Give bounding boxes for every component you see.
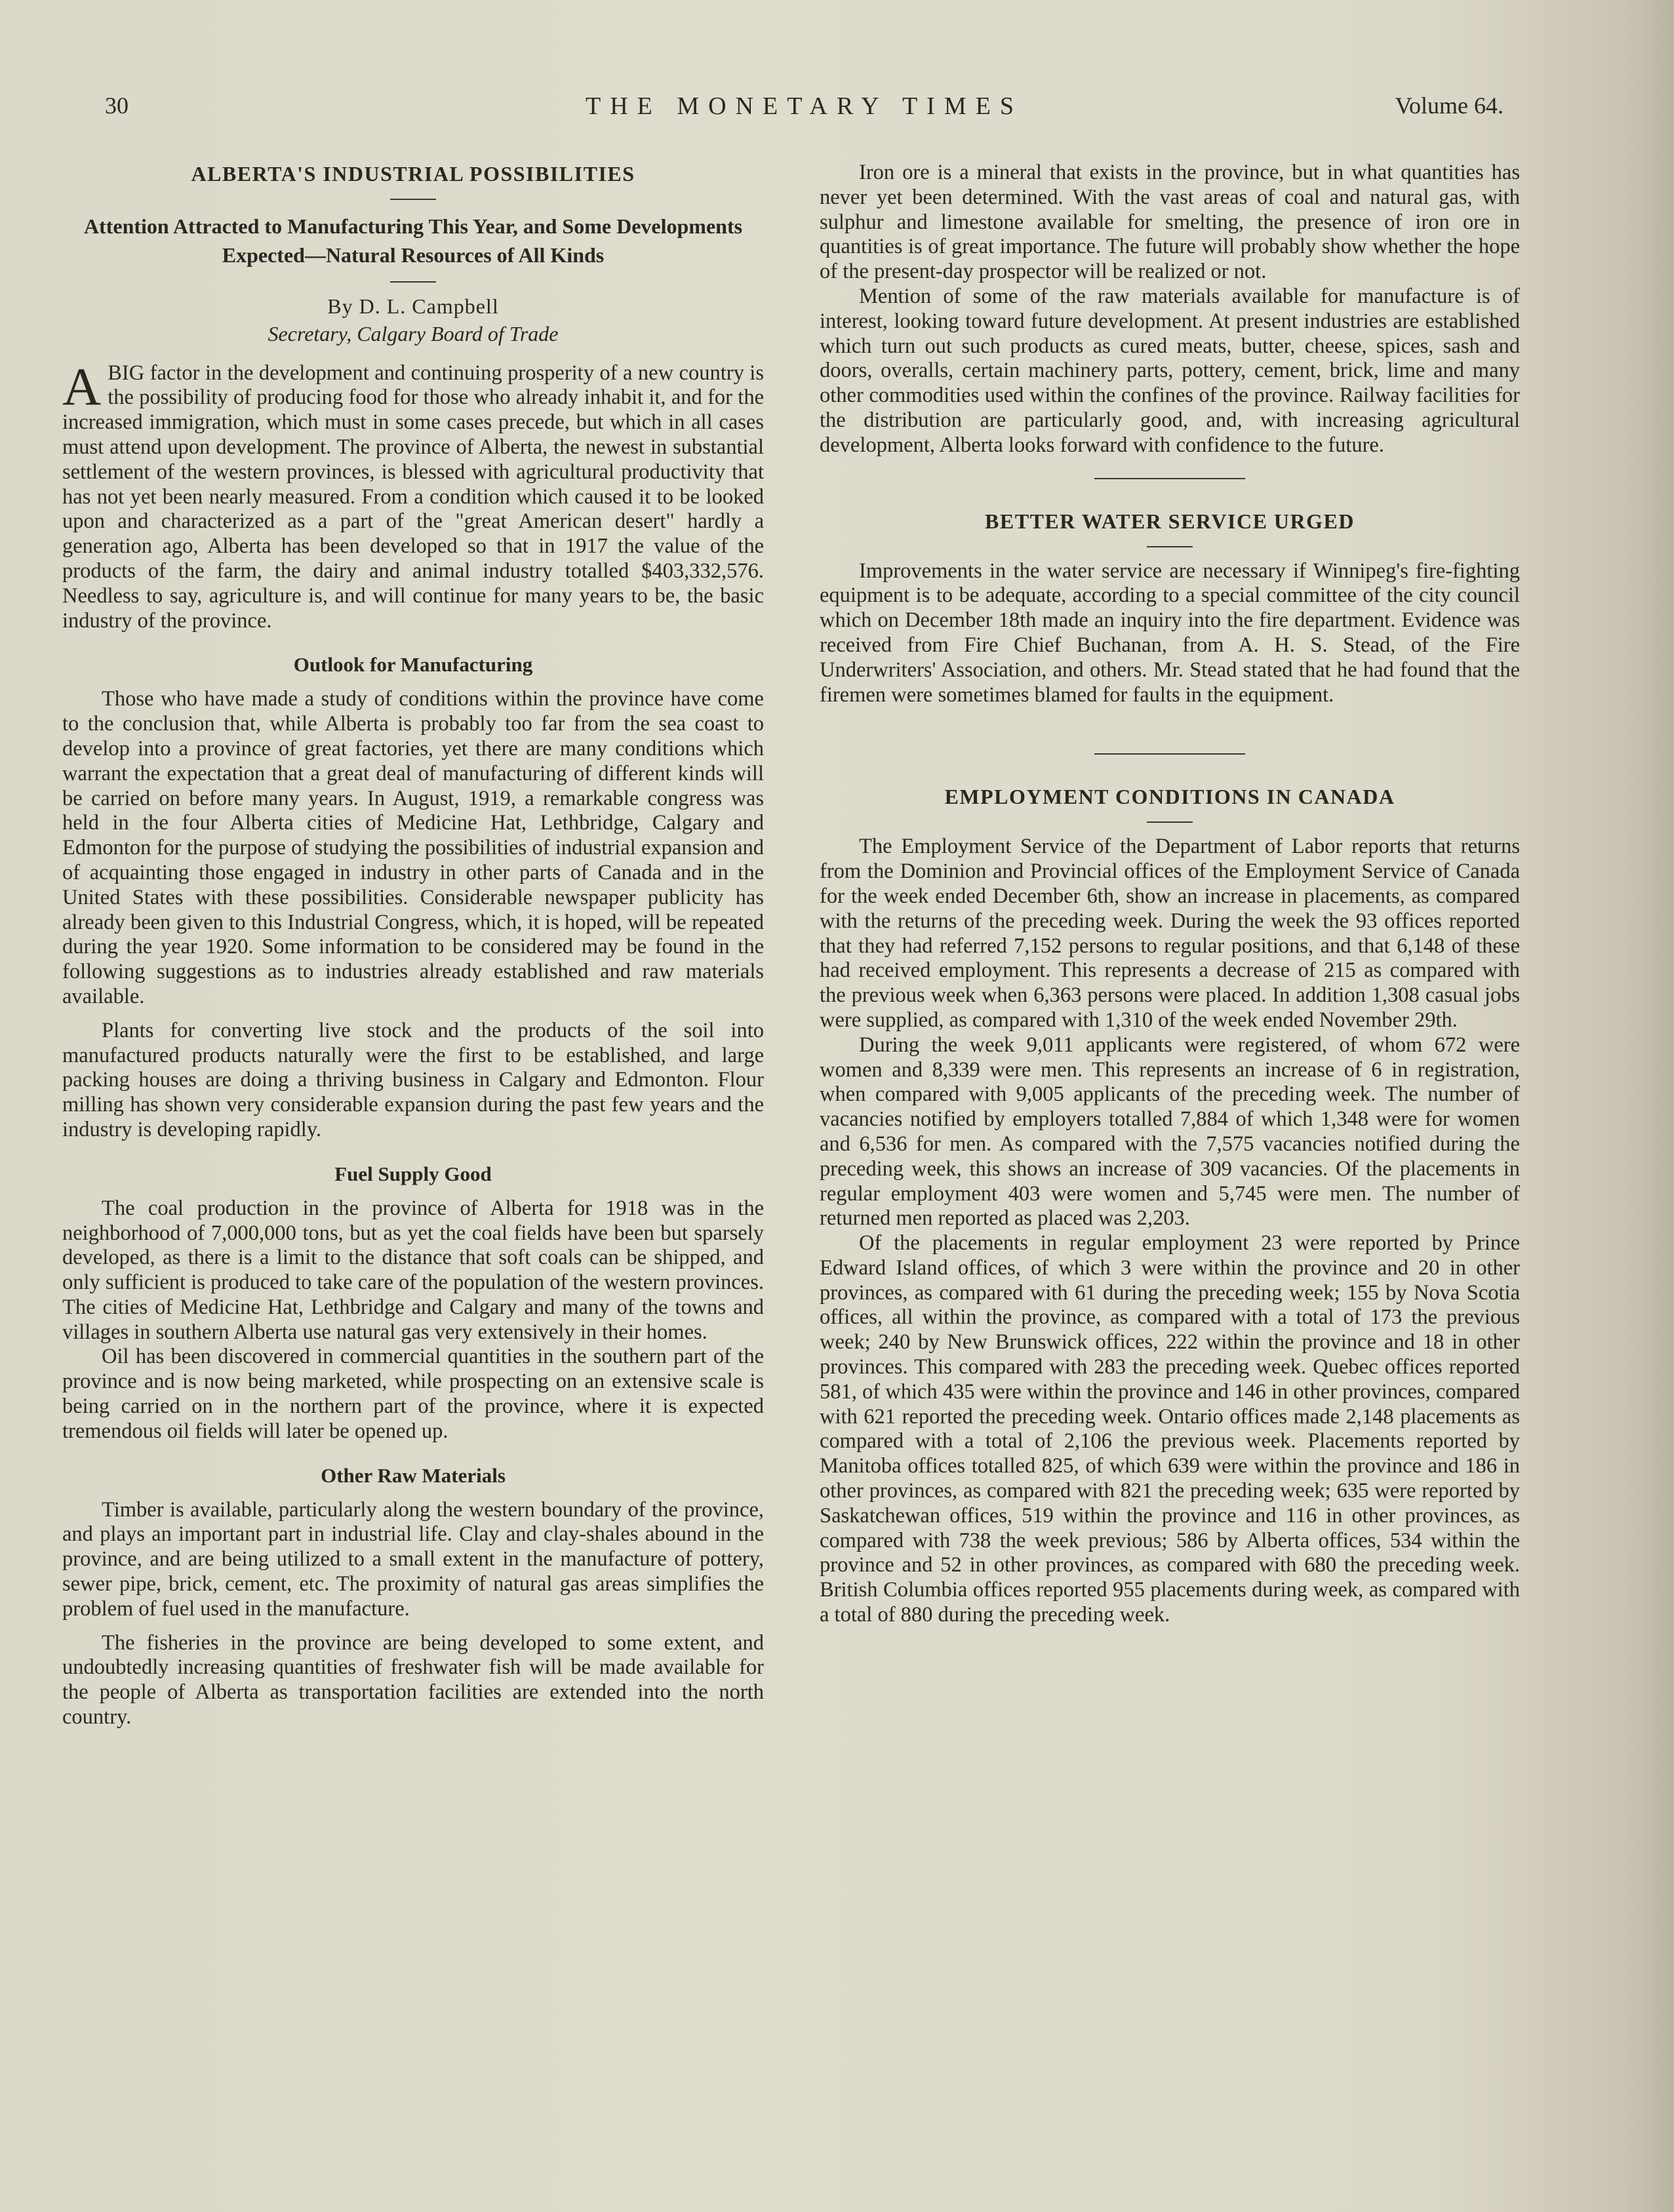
body-paragraph: The Employment Service of the Department of Labor reports that returns from the Dominion and Provincial offices of the Employment Service of Canada for the week ended December 6th, show an increase in placements, as compared with the returns of the preceding week. During the week the 93 offices reported that they had referred 7,152 persons to regular positions, and that 6,148 of these had received employment. This represents a decrease of 215 as compared with the previous week when 6,363 persons were placed. In addition 1,308 casual jobs were supplied, as compared with 1,310 of the week ended November 29th. — [820, 835, 1520, 1032]
article-title: ALBERTA'S INDUSTRIAL POSSIBILITIES — [191, 162, 635, 186]
article-title: EMPLOYMENT CONDITIONS IN CANADA — [944, 785, 1395, 809]
divider — [1147, 821, 1193, 823]
divider — [390, 199, 436, 200]
body-paragraph: Oil has been discovered in commercial quantities in the southern part of the province and is now being marketed, while prospecting on an extensive scale is being carried on in the northern part of the province, where it is expected tremendous oil fields will later be opened up. — [62, 1345, 764, 1443]
article-separator — [1094, 753, 1245, 755]
volume-label: Volume 64. — [1395, 92, 1504, 119]
left-column — [62, 161, 764, 1730]
divider — [390, 281, 436, 283]
body-paragraph: Timber is available, particularly along the western boundary of the province, and plays an important part in industrial life. Clay and clay-shales abound in the province, and are being utilized to a small extent in the manufacture of pottery, sewer pipe, brick, cement, etc. The proximity of natural gas areas simplifies the problem of fuel used in the manufacture. — [62, 1497, 764, 1621]
intro-paragraph — [62, 356, 764, 634]
page-number: 30 — [105, 92, 129, 119]
body-paragraph: Those who have made a study of conditions within the province have come to the conclusion that, while Alberta is probably too far from the sea coast to develop into a province of great factories, yet there are many conditions which warrant the expectation that a great deal of manufacturing of different kinds will be carried on before many years. In August, 1919, a remarkable congress was held in the four Alberta cities of Medicine Hat, Lethbridge, Calgary and Edmonton for the purpose of studying the possibilities of industrial expansion and of acquainting those engaged in industry in other parts of Canada and in the United States with these possibilities. Considerable newspaper publicity has already been given to this Industrial Congress, which, it is hoped, will be repeated during the year 1920. Some information to be considered may be found in the following suggestions as to industries already established and raw materials available. — [62, 687, 764, 1008]
section-heading: Fuel Supply Good — [334, 1162, 492, 1185]
body-paragraph: Of the placements in regular employment 23 were reported by Prince Edward Island offices, of which 3 were within the province and 20 in other provinces, as compared with 61 during the preceding week; 155 by Nova Scotia offices, all within the province, as compared with a total of 173 the previous week; 240 by New Brunswick offices, 222 within the province and 18 in other provinces. This compared with 283 the preceding week. Quebec offices reported 581, of which 435 were within the province and 146 in other provinces, compared with 621 reported the preceding week. Ontario offices made 2,148 placements as compared with a total of 2,106 the previous week. Placements reported by Manitoba offices totalled 825, of which 639 were within the province and 186 in other provinces, as compared with 821 the preceding week; 635 were reported by Saskatchewan offices, 519 within the province and 116 in other provinces, as compared with 738 the week previous; 586 by Alberta offices, 534 within the province and 52 in other provinces, as compared with 680 the preceding week. British Columbia offices reported 955 placements during week, as compared with a total of 880 during the preceding week. — [820, 1231, 1520, 1627]
byline: By D. L. Campbell — [327, 294, 499, 318]
section-heading: Outlook for Manufacturing — [293, 653, 533, 677]
article-separator — [1094, 478, 1245, 479]
body-paragraph: The coal production in the province of Alberta for 1918 was in the neighborhood of 7,000,000 tons, but as yet the coal fields have been but sparsely developed, as there is a limit to the distance that soft coals can be shipped, and only sufficient is produced to take care of the population of the western provinces. The cities of Medicine Hat, Lethbridge and Calgary and many of the towns and villages in southern Alberta use natural gas very extensively in their homes. — [62, 1196, 764, 1344]
drop-cap: A — [62, 356, 102, 416]
publication-title: THE MONETARY TIMES — [586, 92, 1023, 120]
article-title: BETTER WATER SERVICE URGED — [985, 509, 1355, 533]
body-paragraph: Mention of some of the raw materials available for manufacture is of interest, looking toward future development. At present industries are established which turn out such products as cured meats, butter, cheese, spices, sash and doors, overalls, certain machinery parts, pottery, cement, brick, lime and many other commodities used within the confines of the province. Railway facilities for the distribution are particularly good, and, with increasing agricultural development, Alberta looks forward with confidence to the future. — [820, 284, 1520, 457]
author-affiliation: Secretary, Calgary Board of Trade — [268, 321, 559, 346]
body-paragraph: During the week 9,011 applicants were registered, of whom 672 were women and 8,339 were men. This represents an increase of 6 in registration, when compared with 9,005 applicants of the preceding week. The number of vacancies notified by employers totalled 7,884 of which 1,348 were for women and 6,536 for men. As compared with the 7,575 vacancies notified during the preceding week, this shows an increase of 309 vacancies. Of the placements in regular employment 403 were women and 5,745 were men. The number of returned men reported as placed was 2,203. — [820, 1033, 1520, 1231]
right-column — [820, 161, 1520, 1628]
body-paragraph: Iron ore is a mineral that exists in the province, but in what quantities has never yet been determined. With the vast areas of coal and natural gas, with sulphur and limestone available for smelting, the presence of iron ore in quantities is of great importance. The future will probably show whether the hope of the present-day prospector will be realized or not. — [820, 161, 1520, 284]
section-heading: Other Raw Materials — [321, 1463, 506, 1487]
body-paragraph: Improvements in the water service are necessary if Winnipeg's fire-fighting equipment is to be adequate, according to a special committee of the city council which on December 18th made an inquiry into the fire department. Evidence was received from Fire Chief Buchanan, from A. H. S. Stead, of the Fire Underwriters' Association, and others. Mr. Stead stated that he had found that the firemen were sometimes blamed for faults in the equipment. — [820, 559, 1520, 707]
body-paragraph: The fisheries in the province are being developed to some extent, and undoubtedly increasing quantities of freshwater fish will be made available for the people of Alberta as transportation facilities are extended into the north country. — [62, 1630, 764, 1729]
body-paragraph: Plants for converting live stock and the products of the soil into manufactured products naturally were the first to be established, and large packing houses are doing a thriving business in Calgary and Edmonton. Flour milling has shown very considerable expansion during the past few years and the industry is developing rapidly. — [62, 1018, 764, 1141]
divider — [1147, 546, 1193, 547]
page-header — [105, 92, 1504, 131]
intro-text: BIG factor in the development and continuing prosperity of a new country is the possibility of producing food for those who already inhabit it, and for the increased immigration, which must in some cases precede, but which in all cases must attend upon development. The province of Alberta, the newest in substantial settlement of the western provinces, is blessed with agricultural productivity that has not yet been nearly measured. From a condition which caused it to be looked upon and characterized as a part of the "great American desert" hardly a generation ago, Alberta has been developed so that in 1917 the value of the products of the farm, the dairy and animal industry totalled $403,332,576. Needless to say, agriculture is, and will continue for many years to be, the basic industry of the province. — [62, 361, 764, 633]
article-deck: Attention Attracted to Manufacturing This Year, and Some Developments Expected—Natural Resources of All Kinds — [83, 214, 743, 267]
